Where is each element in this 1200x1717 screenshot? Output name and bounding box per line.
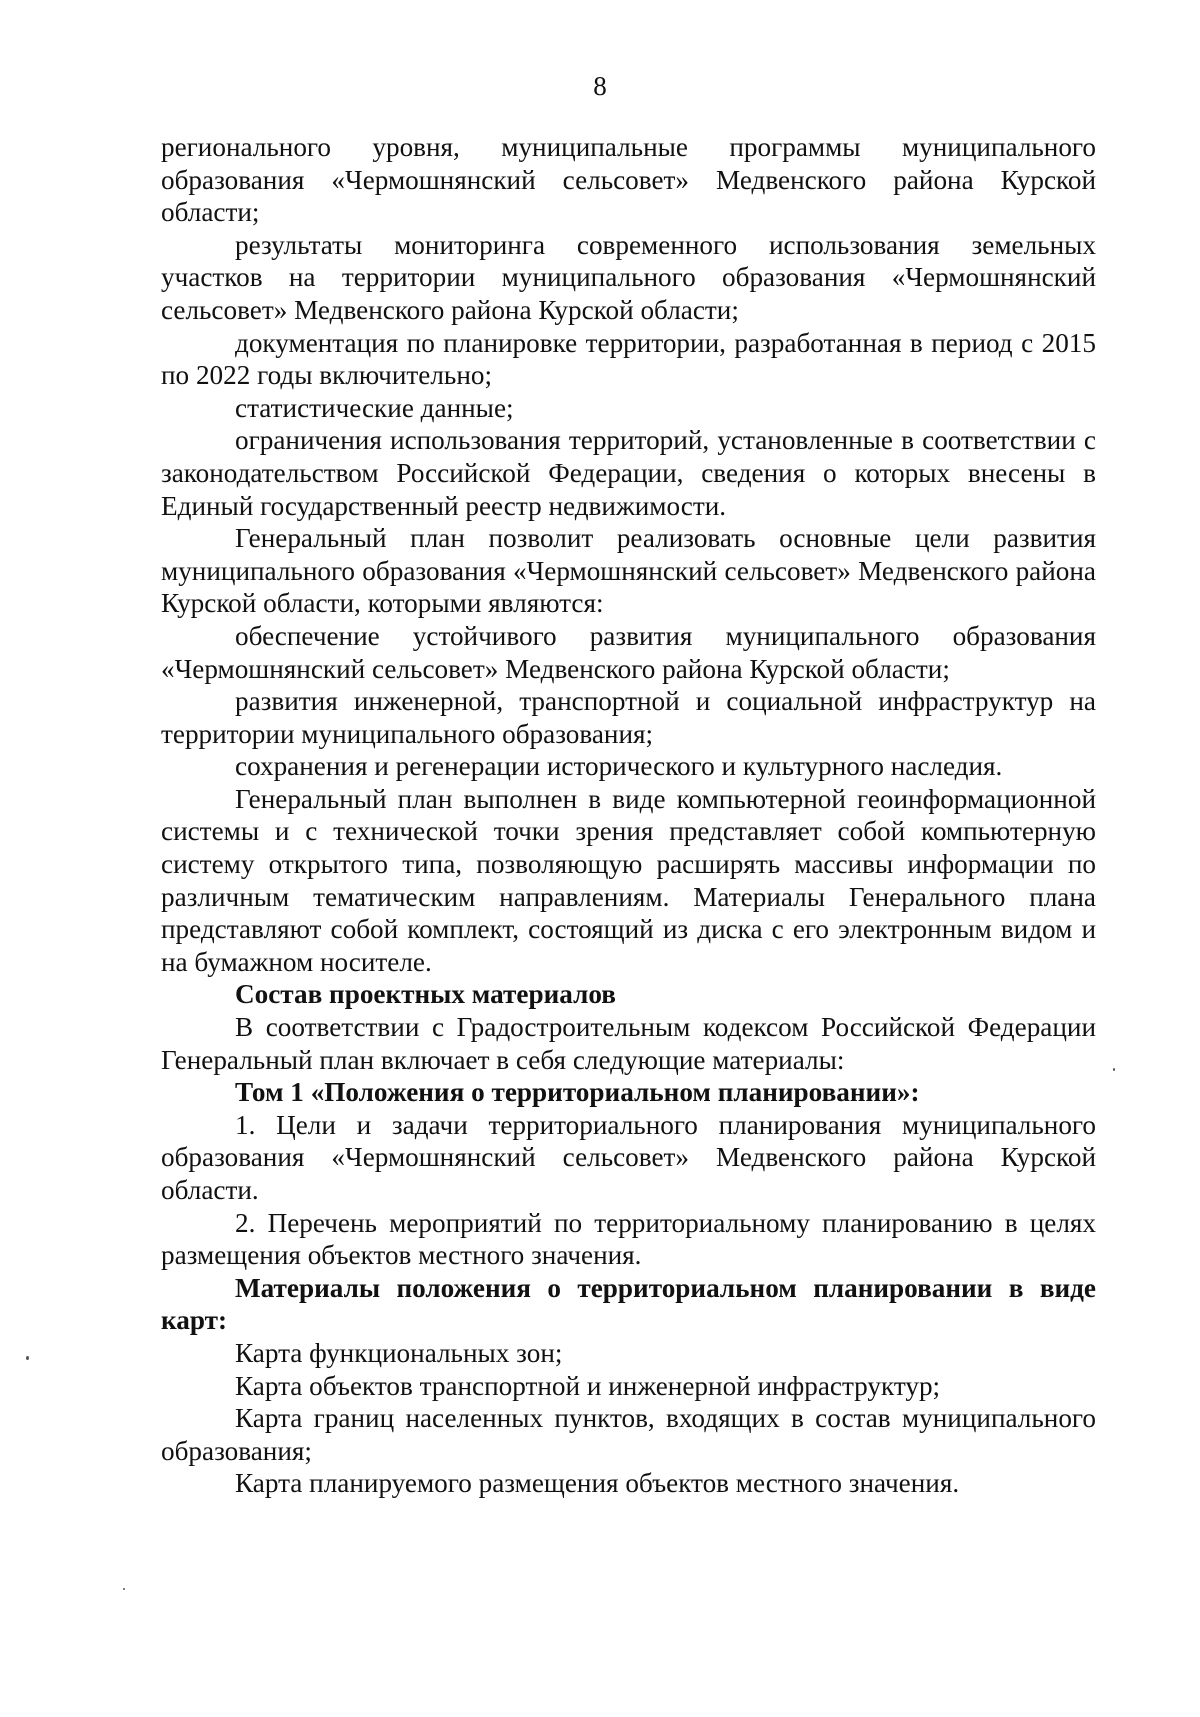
section-heading-project-materials: Состав проектных материалов <box>235 979 616 1010</box>
map-item-settlement-boundaries: Карта границ населенных пунктов, входящих в состав муниципального образования; <box>161 1403 1096 1466</box>
paragraph-planning-documentation: документация по планировке территории, разработанная в период с 2015 по 2022 годы включительно; <box>161 327 1096 391</box>
list-item-goals-objectives: 1. Цели и задачи территориального планирования муниципального образования «Чермошнянский сельсовет» Медвенского района Курской области. <box>161 1109 1096 1205</box>
paragraph-gis-description: Генеральный план выполнен в виде компьютерной геоинформационной системы и с технической точки зрения представляет собой компьютерную систему открытого типа, позволяющую расширять массивы информации по различным тематическим направлениям. Материалы Генерального плана представляют собой комплект, состоящий из диска с его электронным видом и на бумажном носителе. <box>161 783 1096 977</box>
paragraph-infrastructure-development: развития инженерной, транспортной и социальной инфраструктур на территории муниципального образования; <box>161 686 1096 749</box>
map-item-local-objects: Карта планируемого размещения объектов местного значения. <box>235 1468 960 1499</box>
map-item-functional-zones: Карта функциональных зон; <box>235 1337 563 1368</box>
scan-speck <box>26 1356 29 1360</box>
paragraph-sustainable-development: обеспечение устойчивого развития муниципального образования «Чермошнянский сельсовет» Медвенского района Курской области; <box>161 620 1096 684</box>
document-body <box>161 131 1096 1500</box>
scan-speck <box>1113 1068 1115 1071</box>
paragraph-urban-planning-code: В соответствии с Градостроительным кодексом Российской Федерации Генеральный план включает в себя следующие материалы: <box>161 1012 1096 1075</box>
paragraph-statistics: статистические данные; <box>235 392 514 423</box>
map-item-infrastructure: Карта объектов транспортной и инженерной инфраструктур; <box>235 1370 941 1401</box>
scan-speck <box>123 1588 125 1590</box>
volume-heading: Том 1 «Положения о территориальном планировании»: <box>235 1077 920 1108</box>
paragraph-usage-restrictions: ограничения использования территорий, установленные в соответствии с законодательством Российской Федерации, сведения о которых внесены в Единый государственный реестр недвижимости. <box>161 425 1096 521</box>
page-number: 8 <box>593 71 607 101</box>
paragraph-regional-programs: регионального уровня, муниципальные программы муниципального образования «Чермошнянский сельсовет» Медвенского района Курской области; <box>161 132 1096 228</box>
paragraph-monitoring-results: результаты мониторинга современного использования земельных участков на территории муниципального образования «Чермошнянский сельсовет» Медвенского района Курской области; <box>161 229 1096 325</box>
list-item-measures-list: 2. Перечень мероприятий по территориальному планированию в целях размещения объектов местного значения. <box>161 1207 1096 1271</box>
paragraph-general-plan-goals: Генеральный план позволит реализовать основные цели развития муниципального образования «Чермошнянский сельсовет» Медвенского района Курской области, которыми являются: <box>161 523 1096 619</box>
paragraph-heritage-preservation: сохранения и регенерации исторического и культурного наследия. <box>235 751 1003 782</box>
section-heading-maps: Материалы положения о территориальном планировании в виде карт: <box>161 1272 1096 1336</box>
